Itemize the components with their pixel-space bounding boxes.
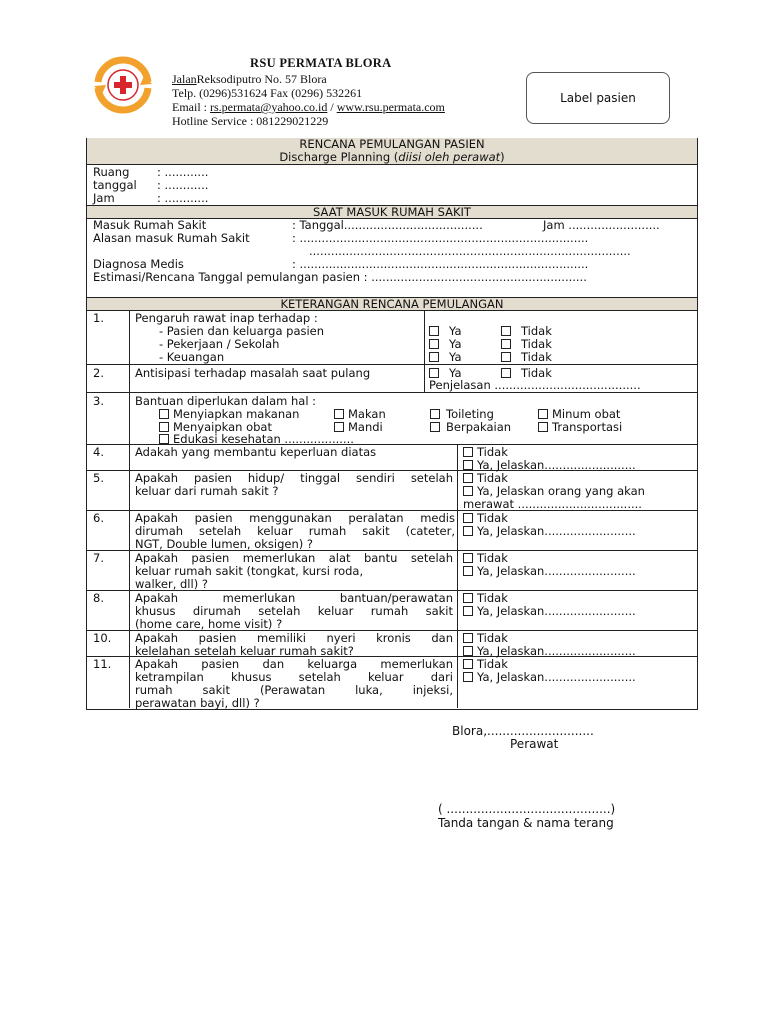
- website-link[interactable]: www.rsu.permata.com: [336, 100, 445, 114]
- q4-text: Adakah yang membantu keperluan diatas: [135, 445, 377, 459]
- q11-text-2: ketrampilan khusus setelah keluar dari: [135, 670, 453, 684]
- q4-tidak[interactable]: Tidak: [463, 446, 508, 459]
- q3-opt-berpakaian[interactable]: Berpakaian: [430, 421, 511, 434]
- q10-text-2: kelelahan setelah keluar rumah sakit?: [135, 644, 354, 658]
- diagnosa-label: Diagnosa Medis: [93, 257, 184, 271]
- info-ruang-label: Ruang: [93, 165, 130, 179]
- q1-pasien-ya[interactable]: Ya: [429, 325, 462, 338]
- checkbox-icon[interactable]: [159, 434, 169, 444]
- info-ruang-value[interactable]: : ............: [157, 165, 209, 179]
- q5-ya[interactable]: Ya, Jelaskan orang yang akan: [463, 485, 645, 498]
- q5-text-2: keluar dari rumah sakit ?: [135, 484, 279, 498]
- q1-sub-pekerjaan: - Pekerjaan / Sekolah: [159, 337, 280, 351]
- info-tanggal-label: tanggal: [93, 178, 137, 192]
- q2-ya[interactable]: Ya: [429, 367, 462, 380]
- q1-text: Pengaruh rawat inap terhadap :: [135, 311, 318, 325]
- checkbox-icon[interactable]: [463, 486, 473, 496]
- q1-pekerjaan-tidak[interactable]: Tidak: [501, 338, 552, 351]
- q2-text: Antisipasi terhadap masalah saat pulang: [135, 366, 371, 380]
- alasan-label: Alasan masuk Rumah Sakit: [93, 231, 250, 245]
- checkbox-icon[interactable]: [501, 368, 511, 378]
- col-divider-ans: [457, 444, 458, 708]
- checkbox-icon[interactable]: [430, 422, 440, 432]
- checkbox-icon[interactable]: [463, 633, 473, 643]
- checkbox-icon[interactable]: [429, 339, 439, 349]
- checkbox-icon[interactable]: [463, 447, 473, 457]
- diagnosa-value[interactable]: : ...............................................................................: [292, 257, 589, 271]
- checkbox-icon[interactable]: [429, 368, 439, 378]
- masuk-tanggal[interactable]: : Tanggal......................................: [292, 218, 483, 232]
- q8-tidak[interactable]: Tidak: [463, 592, 508, 605]
- q11-num: 11.: [93, 657, 112, 671]
- hospital-email: Email : rs.permata@yahoo.co.id / www.rsu.permata.com: [172, 100, 445, 114]
- col-divider-num: [129, 310, 130, 708]
- checkbox-icon[interactable]: [159, 422, 169, 432]
- checkbox-icon[interactable]: [463, 513, 473, 523]
- alasan-cont[interactable]: ........................................................................................: [309, 244, 631, 258]
- q4-ya[interactable]: Ya, Jelaskan.........................: [463, 459, 636, 472]
- q3-opt-minum-obat[interactable]: Minum obat: [538, 408, 620, 421]
- estimasi[interactable]: Estimasi/Rencana Tanggal pemulangan pasien : ...........................................................: [93, 270, 587, 284]
- q6-ya[interactable]: Ya, Jelaskan.........................: [463, 525, 636, 538]
- q8-text-1: Apakah memerlukan bantuan/perawatan: [135, 591, 453, 605]
- checkbox-icon[interactable]: [430, 409, 440, 419]
- checkbox-icon[interactable]: [501, 326, 511, 336]
- q7-ya[interactable]: Ya, Jelaskan.........................: [463, 565, 636, 578]
- q6-num: 6.: [93, 511, 104, 525]
- q3-opt-toileting[interactable]: Toileting: [430, 408, 494, 421]
- q10-ya[interactable]: Ya, Jelaskan.........................: [463, 645, 636, 658]
- q1-keuangan-tidak[interactable]: Tidak: [501, 351, 552, 364]
- q7-num: 7.: [93, 551, 104, 565]
- hospital-address: JalanReksodiputro No. 57 Blora: [172, 72, 327, 86]
- q6-text-2: dirumah setelah keluar rumah sakit (cateter,: [135, 524, 455, 538]
- checkbox-icon[interactable]: [538, 422, 548, 432]
- patient-label-box: Label pasien: [526, 72, 670, 124]
- q5-ya-cont[interactable]: merawat ..................................: [463, 497, 642, 511]
- q6-text-1: Apakah pasien menggunakan peralatan medis: [135, 511, 455, 525]
- info-jam-value[interactable]: : ............: [157, 191, 209, 205]
- q5-tidak[interactable]: Tidak: [463, 472, 508, 485]
- hospital-name: RSU PERMATA BLORA: [250, 56, 392, 70]
- signature-role: Perawat: [510, 737, 559, 751]
- checkbox-icon[interactable]: [463, 606, 473, 616]
- checkbox-icon[interactable]: [463, 526, 473, 536]
- checkbox-icon[interactable]: [463, 593, 473, 603]
- masuk-label: Masuk Rumah Sakit: [93, 218, 207, 232]
- q3-opt-edukasi[interactable]: Edukasi kesehatan ...................: [159, 433, 354, 446]
- checkbox-icon[interactable]: [463, 566, 473, 576]
- hospital-phone: Telp. (0296)531624 Fax (0296) 532261: [172, 86, 363, 100]
- q8-num: 8.: [93, 591, 104, 605]
- q8-ya[interactable]: Ya, Jelaskan.........................: [463, 605, 636, 618]
- checkbox-icon[interactable]: [463, 672, 473, 682]
- q11-text-1: Apakah pasien dan keluarga memerlukan: [135, 657, 453, 671]
- q1-keuangan-ya[interactable]: Ya: [429, 351, 462, 364]
- checkbox-icon[interactable]: [463, 460, 473, 470]
- q11-ya[interactable]: Ya, Jelaskan.........................: [463, 671, 636, 684]
- form-title: RENCANA PEMULANGAN PASIEN Discharge Planning (diisi oleh perawat): [87, 138, 697, 165]
- info-jam-label: Jam: [93, 191, 115, 205]
- q3-num: 3.: [93, 394, 104, 408]
- checkbox-icon[interactable]: [334, 422, 344, 432]
- checkbox-icon[interactable]: [429, 326, 439, 336]
- q11-text-3: rumah sakit (Perawatan luka, injeksi,: [135, 683, 453, 697]
- checkbox-icon[interactable]: [538, 409, 548, 419]
- q7-text-1: Apakah pasien memerlukan alat bantu setelah: [135, 551, 453, 565]
- info-tanggal-value[interactable]: : ............: [157, 178, 209, 192]
- checkbox-icon[interactable]: [159, 409, 169, 419]
- q4-num: 4.: [93, 445, 104, 459]
- q3-opt-transportasi[interactable]: Transportasi: [538, 421, 622, 434]
- q1-pasien-tidak[interactable]: Tidak: [501, 325, 552, 338]
- hospital-hotline: Hotline Service : 081229021229: [172, 114, 329, 128]
- signature-label: Tanda tangan & nama terang: [438, 816, 614, 830]
- q1-sub-keuangan: - Keuangan: [159, 350, 225, 364]
- signature-place-date[interactable]: Blora,............................: [452, 724, 594, 738]
- q3-opt-makan[interactable]: Makan: [334, 408, 386, 421]
- q8-text-3: (home care, home visit) ?: [135, 617, 283, 631]
- q10-text-1: Apakah pasien memiliki nyeri kronis dan: [135, 631, 453, 645]
- q5-text-1: Apakah pasien hidup/ tinggal sendiri setelah: [135, 471, 453, 485]
- q10-num: 10.: [93, 631, 112, 645]
- alasan-value[interactable]: : ...............................................................................: [292, 231, 589, 245]
- q6-tidak[interactable]: Tidak: [463, 512, 508, 525]
- q2-tidak[interactable]: Tidak: [501, 367, 552, 380]
- q7-text-3: walker, dll) ?: [135, 577, 208, 591]
- q3-text: Bantuan diperlukan dalam hal :: [135, 394, 317, 408]
- q6-text-3: NGT, Double lumen, oksigen) ?: [135, 537, 313, 551]
- q3-opt-menyiapkan-obat[interactable]: Menyaipkan obat: [159, 421, 272, 434]
- checkbox-icon[interactable]: [463, 659, 473, 669]
- q3-opt-menyiapkan-makanan[interactable]: Menyiapkan makanan: [159, 408, 299, 421]
- q1-sub-pasien: - Pasien dan keluarga pasien: [159, 324, 325, 338]
- email-link[interactable]: rs.permata@yahoo.co.id: [210, 100, 328, 114]
- checkbox-icon[interactable]: [463, 646, 473, 656]
- signature-line[interactable]: ( ...........................................): [438, 802, 616, 816]
- q1-pekerjaan-ya[interactable]: Ya: [429, 338, 462, 351]
- q3-opt-mandi[interactable]: Mandi: [334, 421, 383, 434]
- checkbox-icon[interactable]: [334, 409, 344, 419]
- q7-text-2: keluar rumah sakit (tongkat, kursi roda,: [135, 564, 364, 578]
- checkbox-icon[interactable]: [501, 339, 511, 349]
- masuk-jam[interactable]: Jam .........................: [543, 218, 660, 232]
- checkbox-icon[interactable]: [501, 352, 511, 362]
- q5-num: 5.: [93, 471, 104, 485]
- q7-tidak[interactable]: Tidak: [463, 552, 508, 565]
- q11-tidak[interactable]: Tidak: [463, 658, 508, 671]
- q8-text-2: khusus dirumah setelah keluar rumah sakit: [135, 604, 453, 618]
- admission-header: SAAT MASUK RUMAH SAKIT: [87, 205, 697, 219]
- q2-num: 2.: [93, 366, 104, 380]
- hospital-header: [172, 56, 445, 128]
- discharge-form: [86, 138, 698, 710]
- plan-header: KETERANGAN RENCANA PEMULANGAN: [87, 297, 697, 311]
- q2-explain[interactable]: Penjelasan ........................................: [429, 378, 641, 392]
- checkbox-icon[interactable]: [429, 352, 439, 362]
- hospital-logo-icon: [92, 56, 154, 114]
- q1-num: 1.: [93, 311, 104, 325]
- q11-text-4: perawatan bayi, dll) ?: [135, 696, 260, 710]
- checkbox-icon[interactable]: [463, 553, 473, 563]
- col-divider-q1: [424, 310, 425, 392]
- checkbox-icon[interactable]: [463, 473, 473, 483]
- q10-tidak[interactable]: Tidak: [463, 632, 508, 645]
